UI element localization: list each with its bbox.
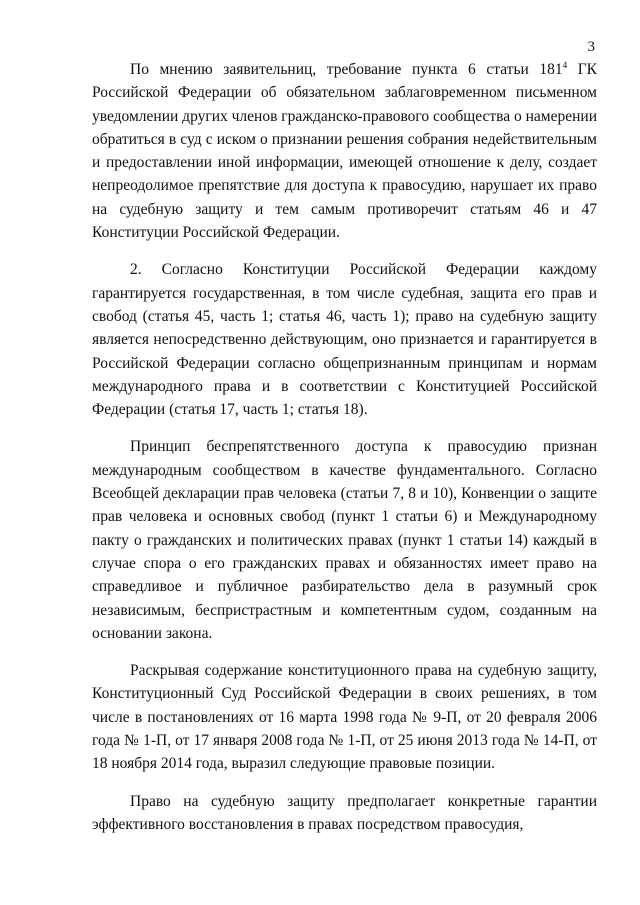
paragraph-1-text-start: По мнению заявительниц, требование пункта 6 статьи 181 bbox=[130, 61, 563, 78]
page-number: 3 bbox=[587, 39, 595, 55]
paragraph-1 bbox=[92, 58, 597, 244]
paragraph-2: 2. Согласно Конституции Российской Федерации каждому гарантируется государственная, в том числе судебная, защита его прав и свобод (статья 45, часть 1; статья 46, часть 1); право на судебную защиту является непосредственно действующим, оно признается и гарантируется в Российской Федерации согласно общепризнанным принципам и нормам международного права и в соответствии с Конституцией Российской Федерации (статья 17, часть 1; статья 18). bbox=[92, 261, 597, 419]
document-body bbox=[92, 58, 597, 836]
paragraph-3: Принцип беспрепятственного доступа к правосудию признан международным сообществом в качестве фундаментального. Согласно Всеобщей декларации прав человека (статьи 7, 8 и 10), Конвенции о защите прав человека и основных свобод (пункт 1 статьи 6) и Международному пакту о гражданских и политических правах (пункт 1 статьи 14) каждый в случае спора о его гражданских правах и обязанностях имеет право на справедливое и публичное разбирательство дела в разумный срок независимым, беспристрастным и компетентным судом, созданным на основании закона. bbox=[92, 438, 597, 642]
paragraph-5: Право на судебную защиту предполагает конкретные гарантии эффективного восстановления в правах посредством правосудия, bbox=[92, 792, 597, 833]
article-superscript: 4 bbox=[562, 59, 568, 70]
paragraph-1-text-end: ГК Российской Федерации об обязательном заблаговременном письменном уведомлении других членов гражданско-правового сообщества о намерении обратиться в суд с иском о признании решения собрания недействительным и предоставлении иной информации, имеющей отношение к делу, создает непреодолимое препятствие для доступа к правосудию, нарушает их право на судебную защиту и тем самым противоречит статьям 46 и 47 Конституции Российской Федерации. bbox=[92, 61, 598, 242]
paragraph-4: Раскрывая содержание конституционного права на судебную защиту, Конституционный Суд Российской Федерации в своих решениях, в том числе в постановлениях от 16 марта 1998 года № 9-П, от 20 февраля 2006 года № 1-П, от 17 января 2008 года № 1-П, от 25 июня 2013 года № 14-П, от 18 ноября 2014 года, выразил следующие правовые позиции. bbox=[92, 662, 597, 773]
